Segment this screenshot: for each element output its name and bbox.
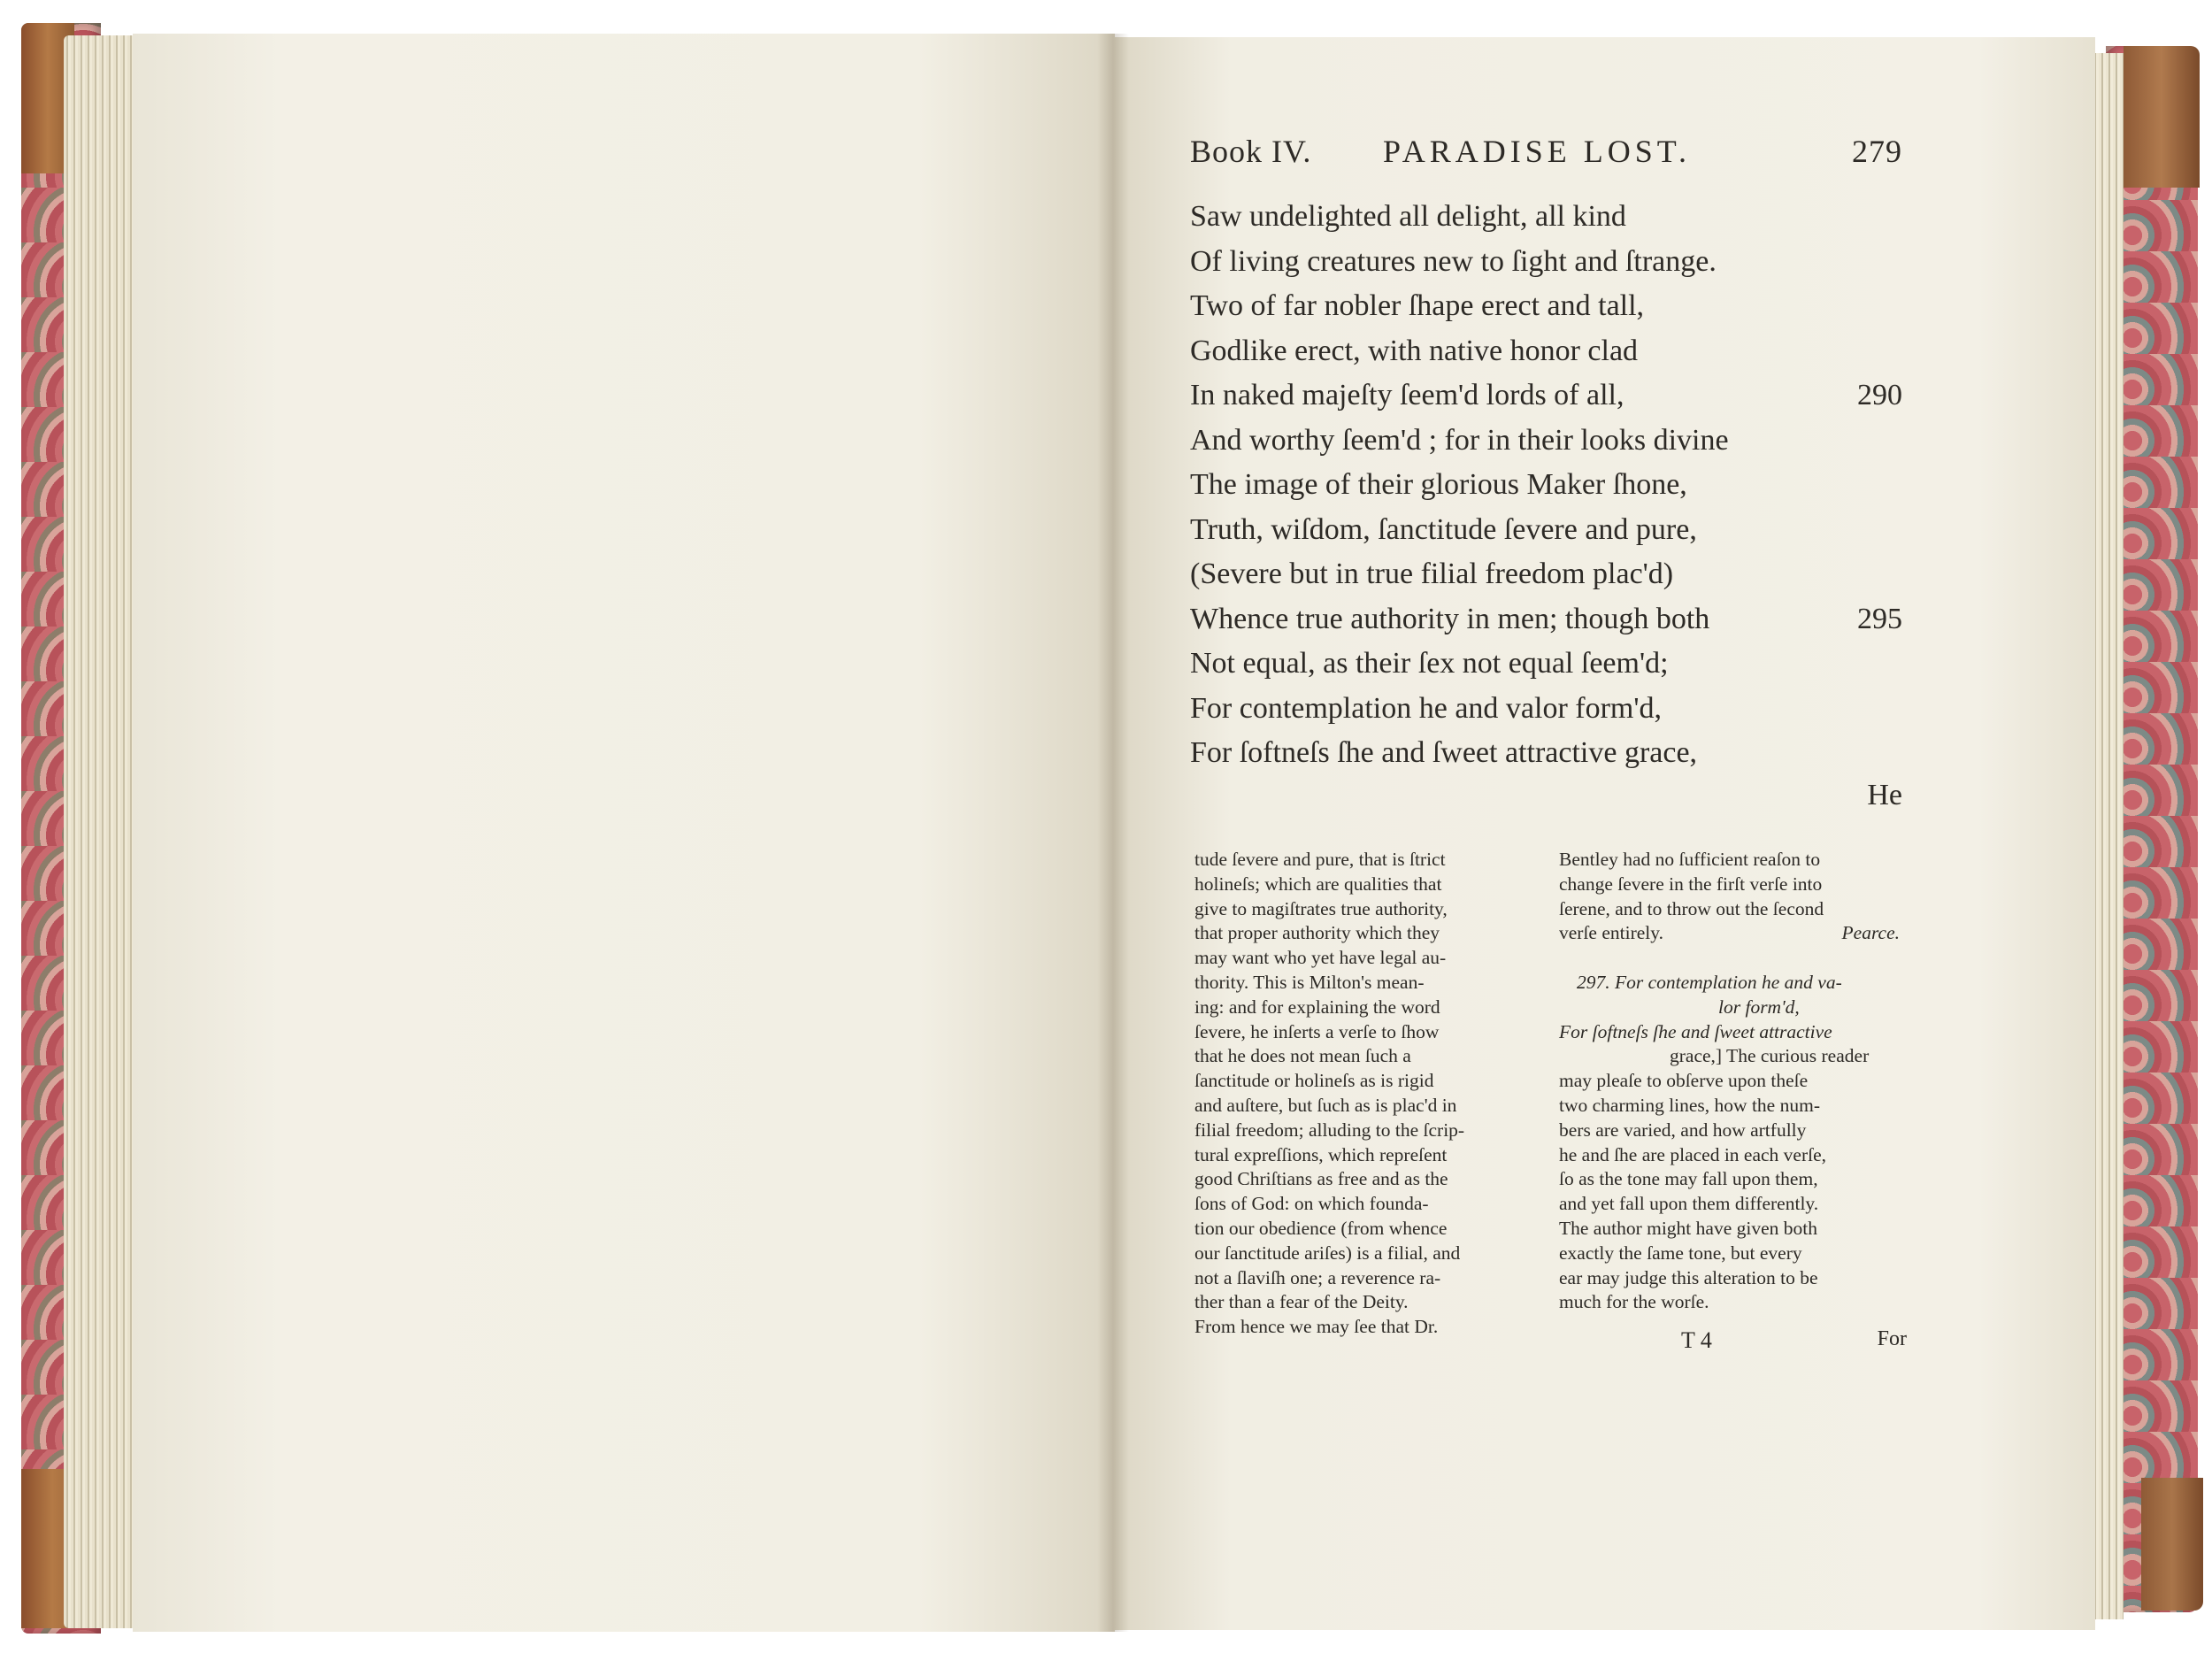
verse-line [1190,552,1902,597]
note-line: filial freedom; alluding to the ſcrip- [1194,1119,1465,1141]
note-line: ther than a fear of the Deity. [1194,1291,1409,1313]
footnote-column-left [1194,848,1535,1340]
verse-text: For ſoftneſs ſhe and ſweet attractive grace, [1190,736,1698,769]
note-line: ſerene, and to throw out the ſecond [1559,897,1824,919]
verse-line [1190,329,1902,374]
note-line: give to magiſtrates true authority, [1194,897,1448,919]
note-text: verſe entirely. [1559,922,1663,944]
verse-line [1190,284,1902,329]
signature-mark: T 4 [1681,1327,1712,1353]
note-line: tion our obedience (from whence [1194,1217,1448,1239]
note-line: good Chriſtians as free and as the [1194,1168,1448,1190]
verse-line [1190,419,1902,464]
note-line: thority. This is Milton's mean- [1194,971,1425,993]
book-gutter [1097,34,1129,1632]
note-line: two charming lines, how the num- [1559,1094,1820,1116]
verse-text: Not equal, as their ſex not equal ſeem'd; [1190,647,1669,680]
verse-line [1190,597,1902,642]
verse-line [1190,508,1902,553]
footnotes [1194,848,1908,1370]
verse-text: (Severe but in true filial freedom plac'd) [1190,557,1674,590]
note-line: ſevere, he inſerts a verſe to ſhow [1194,1020,1440,1042]
note-line: and auſtere, but ſuch as is plac'd in [1194,1094,1457,1116]
note-line: tural expreſſions, which repreſent [1194,1143,1448,1165]
note-line: ſons of God: on which founda- [1194,1193,1429,1215]
note-line: ear may judge this alteration to be [1559,1266,1818,1288]
note-line: much for the worſe. [1559,1291,1709,1313]
running-head [1190,133,1902,177]
verse-line [1190,195,1902,240]
note-line: may want who yet have legal au- [1194,947,1447,969]
note-line: exactly the ſame tone, but every [1559,1242,1802,1264]
page-number: 279 [1852,134,1902,169]
verse-text: Truth, wiſdom, ſanctitude ſevere and pure, [1190,512,1697,546]
note-line: ſo as the tone may fall upon them, [1559,1168,1818,1190]
note-line: ing: and for explaining the word [1194,996,1440,1018]
line-number: 290 [1857,379,1902,411]
verse-block [1190,195,1902,776]
verse-line [1190,731,1902,776]
verse-line [1190,687,1902,732]
note-line: that proper authority which they [1194,922,1440,944]
note-heading: For ſoftneſs ſhe and ſweet attractive [1559,1020,1832,1042]
verse-text: For contemplation he and valor form'd, [1190,691,1662,725]
note-line: ſanctitude or holineſs as is rigid [1194,1070,1434,1092]
verse-line [1190,240,1902,285]
note-line: Bentley had no ſufficient reaſon to [1559,849,1821,870]
note-line: The author might have given both [1559,1217,1817,1239]
note-heading: lor form'd, [1718,996,1800,1018]
catchword-verse: He [1867,779,1902,811]
note-heading: 297. For contemplation he and va- [1577,971,1842,993]
verse-line [1190,463,1902,508]
note-line: that he does not mean ſuch a [1194,1045,1411,1067]
note-line: not a ſlaviſh one; a reverence ra- [1194,1266,1441,1288]
note-line: may pleaſe to obſerve upon theſe [1559,1070,1809,1092]
verse-text: Whence true authority in men; though both [1190,602,1710,635]
catchword-notes: For [1877,1327,1907,1350]
footnote-column-right [1559,848,1900,1315]
running-head-book: Book IV. [1190,134,1312,169]
note-line: and yet fall upon them differently. [1559,1193,1819,1215]
note-signature: Pearce. [1841,922,1900,944]
note-line: grace,] The curious reader [1670,1045,1870,1067]
note-line: change ſevere in the firſt verſe into [1559,873,1823,895]
note-line: he and ſhe are placed in each verſe, [1559,1143,1827,1165]
leather-corner-right-bottom [2141,1478,2203,1611]
note-line: holineſs; which are qualities that [1194,873,1442,895]
verse-text: Of living creatures new to ſight and ſtrange. [1190,244,1717,278]
note-line: bers are varied, and how artfully [1559,1119,1807,1141]
verse-line [1190,642,1902,687]
verse-text: And worthy ſeem'd ; for in their looks divine [1190,423,1729,457]
verse-text: Saw undelighted all delight, all kind [1190,200,1626,233]
page-edges-left [64,35,143,1628]
verse-text: Two of far nobler ſhape erect and tall, [1190,289,1645,322]
verse-text: In naked majeſty ſeem'd lords of all, [1190,379,1624,411]
leather-corner-right-top [2124,46,2200,188]
note-line: tude ſevere and pure, that is ſtrict [1194,849,1446,870]
verse-line [1190,373,1902,419]
line-number: 295 [1857,602,1902,635]
note-line [1559,921,1900,946]
note-line: From hence we may ſee that Dr. [1194,1316,1439,1338]
verse-text: Godlike erect, with native honor clad [1190,334,1639,367]
blank-left-page [133,34,1115,1632]
verse-text: The image of their glorious Maker ſhone, [1190,468,1687,501]
running-head-title: PARADISE LOST. [1383,134,1692,169]
note-line: our ſanctitude ariſes) is a filial, and [1194,1242,1461,1264]
note-spacer [1559,946,1900,971]
